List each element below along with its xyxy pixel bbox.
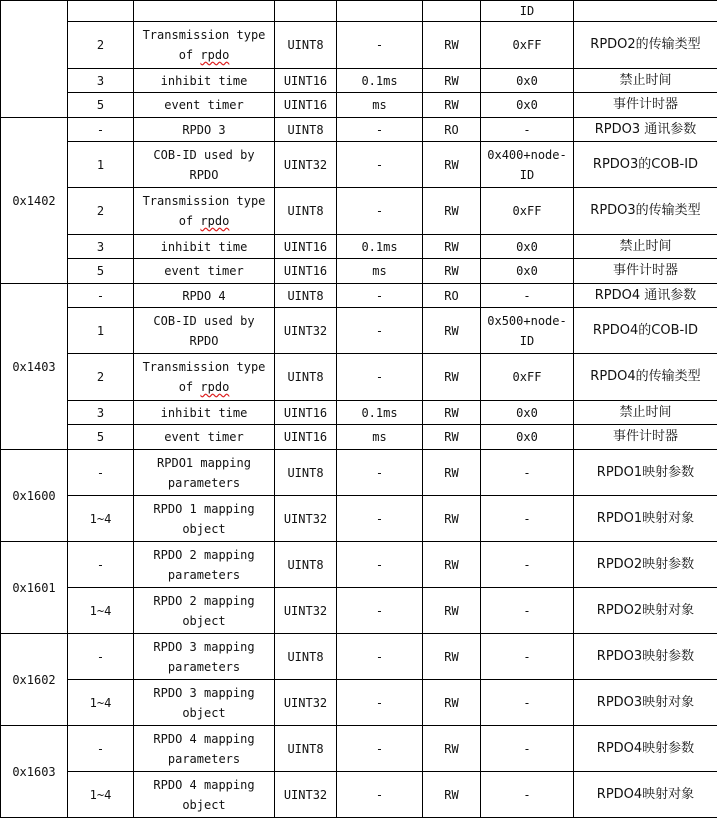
init-value-cell: 0x0: [481, 259, 574, 284]
unit-cell: -: [337, 118, 423, 142]
unit-cell: -: [337, 726, 423, 772]
access-cell: RW: [423, 69, 481, 93]
subindex-cell: -: [68, 634, 134, 680]
name-cell: [134, 634, 275, 680]
init-value-cell: -: [481, 588, 574, 634]
description-cell: 事件计时器: [574, 93, 717, 118]
name-cell: [134, 308, 275, 354]
table-row: [1, 726, 717, 772]
init-value-cell: -: [481, 772, 574, 818]
type-cell: UINT8: [275, 188, 337, 235]
table-row: [1, 69, 717, 93]
type-cell: UINT32: [275, 142, 337, 188]
description-cell: RPDO2的传输类型: [574, 22, 717, 69]
access-cell: RW: [423, 188, 481, 235]
index-cell: 0x1602: [1, 634, 68, 726]
name-cell: [134, 496, 275, 542]
table-row: [1, 118, 717, 142]
index-cell: 0x1601: [1, 542, 68, 634]
table-row: [1, 634, 717, 680]
name-text: inhibit time: [160, 73, 248, 88]
description-cell: RPDO4 通讯参数: [574, 284, 717, 308]
name-text: inhibit time: [160, 239, 248, 254]
name-text: RPDO 4 mapping object: [153, 777, 255, 812]
subindex-cell: 1: [68, 142, 134, 188]
subindex-cell: -: [68, 542, 134, 588]
name-rpdo-word: rpdo: [200, 214, 230, 228]
access-cell: RW: [423, 401, 481, 425]
description-cell: RPDO2映射对象: [574, 588, 717, 634]
access-cell: RW: [423, 93, 481, 118]
subindex-cell: -: [68, 284, 134, 308]
subindex-cell: 3: [68, 69, 134, 93]
access-cell: RW: [423, 496, 481, 542]
unit-cell: -: [337, 680, 423, 726]
type-cell: UINT16: [275, 93, 337, 118]
init-value-cell: -: [481, 680, 574, 726]
type-cell: UINT32: [275, 496, 337, 542]
table-cell: [275, 1, 337, 22]
subindex-cell: 1~4: [68, 772, 134, 818]
table-row: [1, 142, 717, 188]
table-row: [1, 450, 717, 496]
name-line: of: [178, 48, 201, 62]
unit-cell: ms: [337, 93, 423, 118]
name-text: event timer: [164, 430, 244, 444]
type-cell: UINT8: [275, 634, 337, 680]
subindex-cell: -: [68, 726, 134, 772]
init-value-cell: 0x0: [481, 401, 574, 425]
table-row: [1, 425, 717, 450]
unit-cell: -: [337, 308, 423, 354]
init-value-cell: -: [481, 634, 574, 680]
name-text: COB-ID used by RPDO: [153, 147, 255, 182]
access-cell: RW: [423, 22, 481, 69]
access-cell: RW: [423, 634, 481, 680]
name-text: RPDO 4 mapping parameters: [153, 731, 255, 766]
type-cell: UINT32: [275, 588, 337, 634]
unit-cell: -: [337, 354, 423, 401]
name-line: Transmission type: [142, 28, 266, 42]
name-cell: [134, 142, 275, 188]
unit-cell: -: [337, 142, 423, 188]
table-row: [1, 93, 717, 118]
type-cell: UINT32: [275, 308, 337, 354]
description-cell: RPDO3的传输类型: [574, 188, 717, 235]
description-cell: 禁止时间: [574, 401, 717, 425]
unit-cell: -: [337, 772, 423, 818]
subindex-cell: 1~4: [68, 496, 134, 542]
unit-cell: -: [337, 588, 423, 634]
name-cell: [134, 188, 275, 235]
table-row: [1, 354, 717, 401]
description-cell: 事件计时器: [574, 259, 717, 284]
name-text: RPDO 1 mapping object: [153, 501, 255, 536]
description-cell: RPDO3映射参数: [574, 634, 717, 680]
name-text: event timer: [164, 98, 244, 112]
access-cell: RW: [423, 542, 481, 588]
name-line: Transmission type: [142, 194, 266, 208]
table-row: [1, 680, 717, 726]
table-row: [1, 188, 717, 235]
name-rpdo-word: rpdo: [200, 48, 230, 62]
name-cell: [134, 542, 275, 588]
init-value-cell: -: [481, 496, 574, 542]
init-value-cell: -: [481, 284, 574, 308]
access-cell: RO: [423, 118, 481, 142]
subindex-cell: 1~4: [68, 680, 134, 726]
name-cell: [134, 235, 275, 259]
table-row: [1, 259, 717, 284]
name-text: COB-ID used by RPDO: [153, 313, 255, 348]
access-cell: RW: [423, 588, 481, 634]
type-cell: UINT8: [275, 450, 337, 496]
subindex-cell: 3: [68, 401, 134, 425]
name-cell: [134, 726, 275, 772]
name-text: RPDO 2 mapping object: [153, 593, 255, 628]
description-cell: RPDO4的COB-ID: [574, 308, 717, 354]
name-line: Transmission type: [142, 360, 266, 374]
name-text: inhibit time: [160, 405, 248, 420]
type-cell: UINT8: [275, 542, 337, 588]
name-cell: [134, 22, 275, 69]
type-cell: UINT8: [275, 726, 337, 772]
table-cell: [68, 1, 134, 22]
init-value-cell: 0x0: [481, 235, 574, 259]
table-row: [1, 235, 717, 259]
type-cell: UINT32: [275, 772, 337, 818]
name-cell: [134, 772, 275, 818]
access-cell: RW: [423, 259, 481, 284]
name-cell: [134, 450, 275, 496]
init-value-cell: -: [481, 726, 574, 772]
name-cell: [134, 69, 275, 93]
name-text: RPDO 4: [182, 288, 226, 303]
table-row: [1, 284, 717, 308]
init-value-cell: 0x0: [481, 69, 574, 93]
subindex-cell: -: [68, 118, 134, 142]
subindex-cell: 5: [68, 425, 134, 450]
unit-cell: -: [337, 496, 423, 542]
unit-cell: 0.1ms: [337, 69, 423, 93]
index-cell: 0x1402: [1, 118, 68, 284]
unit-cell: ms: [337, 425, 423, 450]
table-cell: [134, 1, 275, 22]
access-cell: RW: [423, 425, 481, 450]
subindex-cell: 3: [68, 235, 134, 259]
access-cell: RO: [423, 284, 481, 308]
subindex-cell: 2: [68, 354, 134, 401]
description-cell: RPDO4映射参数: [574, 726, 717, 772]
access-cell: RW: [423, 235, 481, 259]
description-cell: RPDO3映射对象: [574, 680, 717, 726]
init-value-cell: -: [481, 118, 574, 142]
name-cell: [134, 284, 275, 308]
init-value-cell: 0x0: [481, 425, 574, 450]
type-cell: UINT16: [275, 425, 337, 450]
unit-cell: -: [337, 284, 423, 308]
table-row: [1, 588, 717, 634]
name-text: RPDO 3 mapping object: [153, 685, 255, 720]
name-cell: [134, 680, 275, 726]
name-text: RPDO 2 mapping parameters: [153, 547, 255, 582]
init-value-cell: ID: [481, 1, 574, 22]
subindex-cell: 2: [68, 188, 134, 235]
init-value-cell: -: [481, 542, 574, 588]
table-row: [1, 22, 717, 69]
type-cell: UINT16: [275, 235, 337, 259]
unit-cell: -: [337, 634, 423, 680]
table-row: [1, 401, 717, 425]
description-cell: RPDO4的传输类型: [574, 354, 717, 401]
description-cell: 禁止时间: [574, 235, 717, 259]
type-cell: UINT8: [275, 284, 337, 308]
description-cell: RPDO4映射对象: [574, 772, 717, 818]
description-cell: 事件计时器: [574, 425, 717, 450]
table-cell: [337, 1, 423, 22]
table-row: [1, 1, 717, 22]
description-cell: RPDO1映射参数: [574, 450, 717, 496]
type-cell: UINT16: [275, 401, 337, 425]
init-value-cell: 0xFF: [481, 354, 574, 401]
access-cell: RW: [423, 354, 481, 401]
index-cell: 0x1603: [1, 726, 68, 818]
index-cell: 0x1600: [1, 450, 68, 542]
access-cell: RW: [423, 450, 481, 496]
unit-cell: -: [337, 22, 423, 69]
name-cell: [134, 118, 275, 142]
unit-cell: -: [337, 188, 423, 235]
index-cell: [1, 1, 68, 118]
name-cell: [134, 93, 275, 118]
description-cell: 禁止时间: [574, 69, 717, 93]
subindex-cell: 5: [68, 93, 134, 118]
description-cell: RPDO3的COB-ID: [574, 142, 717, 188]
description-cell: RPDO3 通讯参数: [574, 118, 717, 142]
name-rpdo-word: rpdo: [200, 380, 230, 394]
subindex-cell: 1: [68, 308, 134, 354]
description-cell: RPDO2映射参数: [574, 542, 717, 588]
type-cell: UINT16: [275, 69, 337, 93]
type-cell: UINT32: [275, 680, 337, 726]
subindex-cell: 5: [68, 259, 134, 284]
name-text: RPDO1 mapping parameters: [157, 455, 251, 490]
type-cell: UINT16: [275, 259, 337, 284]
unit-cell: 0.1ms: [337, 401, 423, 425]
table-row: [1, 308, 717, 354]
access-cell: RW: [423, 142, 481, 188]
type-cell: UINT8: [275, 354, 337, 401]
description-cell: RPDO1映射对象: [574, 496, 717, 542]
name-cell: [134, 259, 275, 284]
init-value-cell: 0x500+node-ID: [481, 308, 574, 354]
init-value-cell: 0x400+node-ID: [481, 142, 574, 188]
type-cell: UINT8: [275, 118, 337, 142]
unit-cell: ms: [337, 259, 423, 284]
subindex-cell: 2: [68, 22, 134, 69]
name-cell: [134, 425, 275, 450]
table-row: [1, 542, 717, 588]
access-cell: RW: [423, 726, 481, 772]
subindex-cell: -: [68, 450, 134, 496]
init-value-cell: -: [481, 450, 574, 496]
table-cell: [423, 1, 481, 22]
index-cell: 0x1403: [1, 284, 68, 450]
name-line: of: [178, 380, 201, 394]
unit-cell: 0.1ms: [337, 235, 423, 259]
name-line: of: [178, 214, 201, 228]
type-cell: UINT8: [275, 22, 337, 69]
table-row: [1, 772, 717, 818]
table-cell: [574, 1, 717, 22]
access-cell: RW: [423, 308, 481, 354]
init-value-cell: 0xFF: [481, 22, 574, 69]
name-cell: [134, 401, 275, 425]
init-value-cell: 0xFF: [481, 188, 574, 235]
unit-cell: -: [337, 542, 423, 588]
init-value-cell: 0x0: [481, 93, 574, 118]
name-cell: [134, 588, 275, 634]
access-cell: RW: [423, 772, 481, 818]
access-cell: RW: [423, 680, 481, 726]
table-row: [1, 496, 717, 542]
unit-cell: -: [337, 450, 423, 496]
name-text: event timer: [164, 264, 244, 278]
name-text: RPDO 3 mapping parameters: [153, 639, 255, 674]
name-cell: [134, 354, 275, 401]
name-text: RPDO 3: [182, 122, 226, 137]
subindex-cell: 1~4: [68, 588, 134, 634]
